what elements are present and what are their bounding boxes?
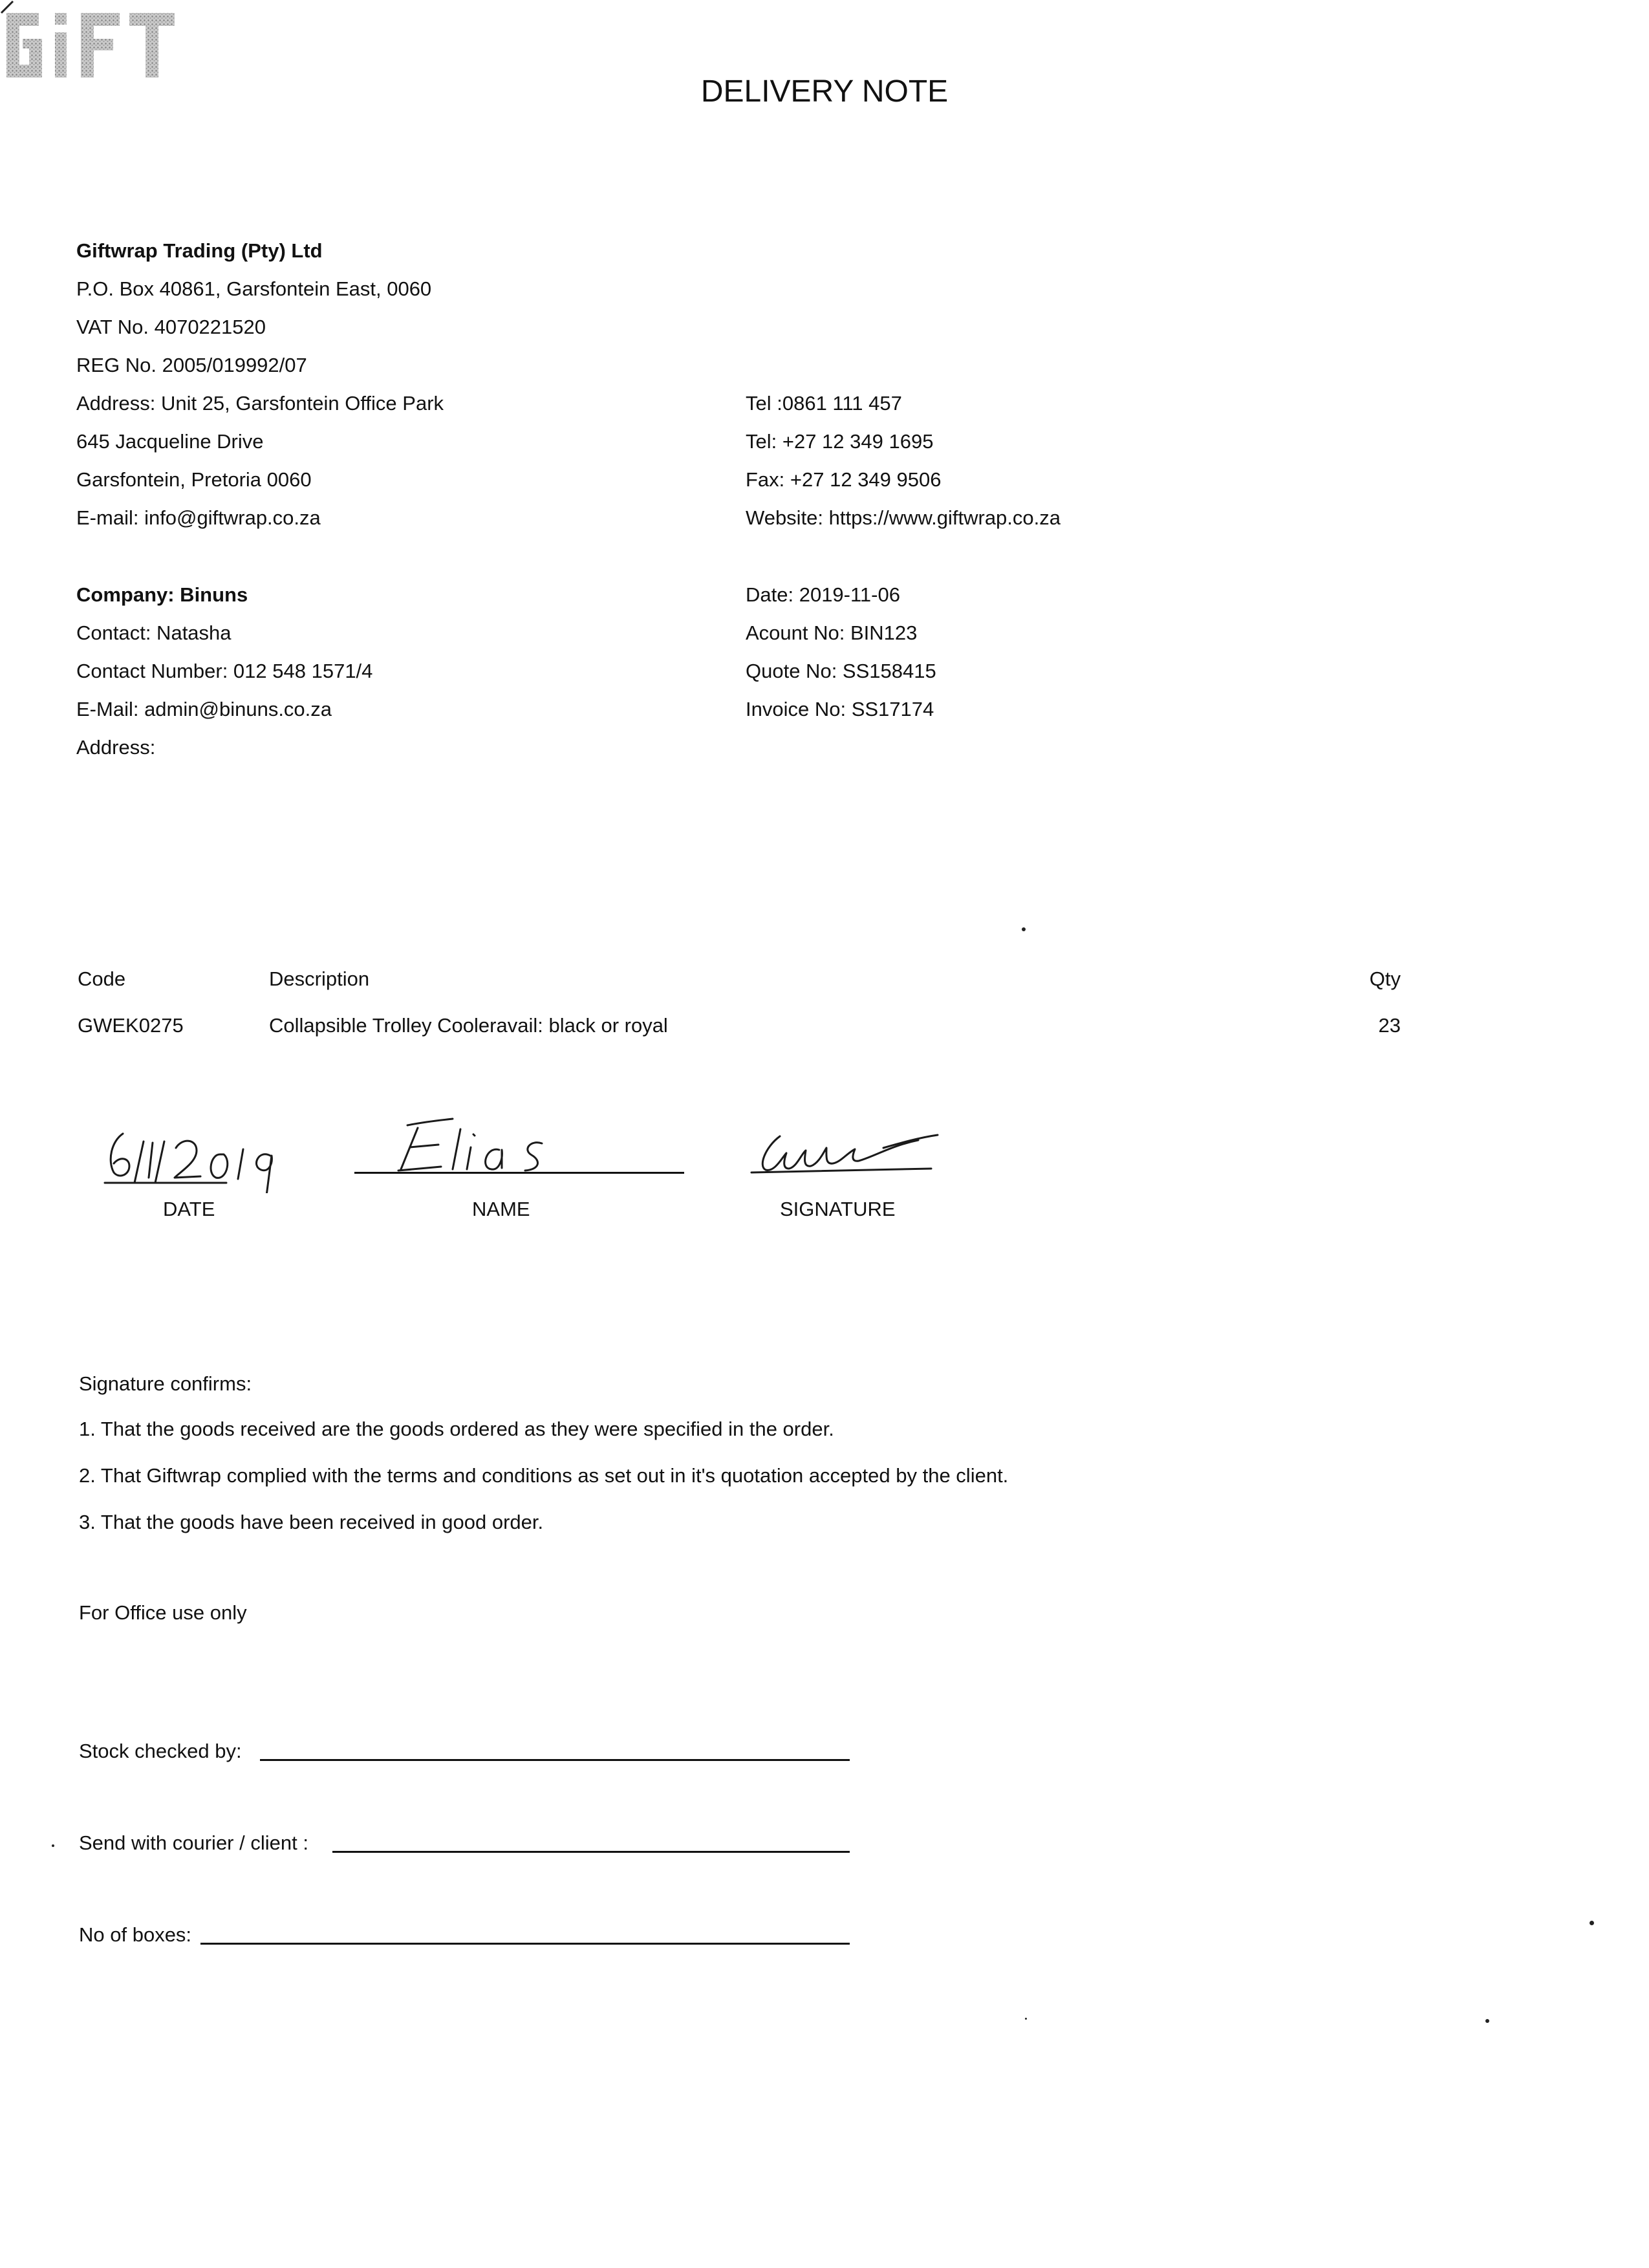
- doc-account-no: Acount No: BIN123: [746, 621, 918, 644]
- table-header-description: Description: [269, 967, 370, 990]
- send-with-line: [332, 1851, 850, 1853]
- scan-speck: [1022, 927, 1026, 931]
- stock-checked-label: Stock checked by:: [79, 1740, 242, 1762]
- supplier-tel-1: Tel :0861 111 457: [746, 392, 902, 415]
- supplier-fax: Fax: +27 12 349 9506: [746, 468, 942, 491]
- scan-speck: [1590, 1921, 1594, 1925]
- client-company: Company: Binuns: [76, 583, 248, 606]
- signature-label: SIGNATURE: [780, 1198, 896, 1220]
- supplier-po-box: P.O. Box 40861, Garsfontein East, 0060: [76, 277, 432, 300]
- signature-mark: [744, 1116, 989, 1187]
- client-contact-number: Contact Number: 012 548 1571/4: [76, 660, 373, 682]
- supplier-address-3: Garsfontein, Pretoria 0060: [76, 468, 312, 491]
- client-email: E-Mail: admin@binuns.co.za: [76, 698, 332, 720]
- send-with-label: Send with courier / client :: [79, 1831, 308, 1854]
- name-label: NAME: [472, 1198, 530, 1220]
- supplier-address-2: 645 Jacqueline Drive: [76, 430, 264, 453]
- client-contact: Contact: Natasha: [76, 621, 232, 644]
- scan-speck: [1485, 2019, 1489, 2023]
- scan-speck: [1025, 2018, 1027, 2020]
- supplier-email: E-mail: info@giftwrap.co.za: [76, 506, 321, 529]
- supplier-reg: REG No. 2005/019992/07: [76, 354, 307, 376]
- doc-date: Date: 2019-11-06: [746, 583, 900, 606]
- item-qty: 23: [1378, 1014, 1401, 1037]
- handwritten-date: [97, 1116, 330, 1193]
- office-use-heading: For Office use only: [79, 1601, 247, 1624]
- scan-corner-mark: [0, 0, 26, 26]
- date-label: DATE: [163, 1198, 215, 1220]
- doc-quote-no: Quote No: SS158415: [746, 660, 936, 682]
- document-title: DELIVERY NOTE: [700, 74, 949, 109]
- table-header-qty: Qty: [1369, 967, 1401, 990]
- item-code: GWEK0275: [78, 1014, 184, 1037]
- supplier-address-1: Address: Unit 25, Garsfontein Office Park: [76, 392, 444, 415]
- client-address: Address:: [76, 736, 156, 759]
- table-header-code: Code: [78, 967, 126, 990]
- scan-speck: [52, 1844, 54, 1847]
- item-description: Collapsible Trolley Cooleravail: black or royal: [269, 1014, 668, 1037]
- supplier-vat: VAT No. 4070221520: [76, 316, 266, 338]
- confirmation-item-1: 1. That the goods received are the goods ordered as they were specified in the order.: [79, 1418, 834, 1440]
- name-underline: [354, 1172, 684, 1174]
- confirmation-item-3: 3. That the goods have been received in good order.: [79, 1511, 544, 1533]
- supplier-name: Giftwrap Trading (Pty) Ltd: [76, 239, 323, 262]
- boxes-line: [200, 1943, 850, 1945]
- supplier-tel-2: Tel: +27 12 349 1695: [746, 430, 934, 453]
- supplier-website: Website: https://www.giftwrap.co.za: [746, 506, 1061, 529]
- confirmation-heading: Signature confirms:: [79, 1372, 252, 1395]
- stock-checked-line: [260, 1759, 850, 1761]
- doc-invoice-no: Invoice No: SS17174: [746, 698, 934, 720]
- boxes-label: No of boxes:: [79, 1923, 192, 1946]
- confirmation-item-2: 2. That Giftwrap complied with the terms and conditions as set out in it's quotation accepted by the client.: [79, 1464, 1009, 1487]
